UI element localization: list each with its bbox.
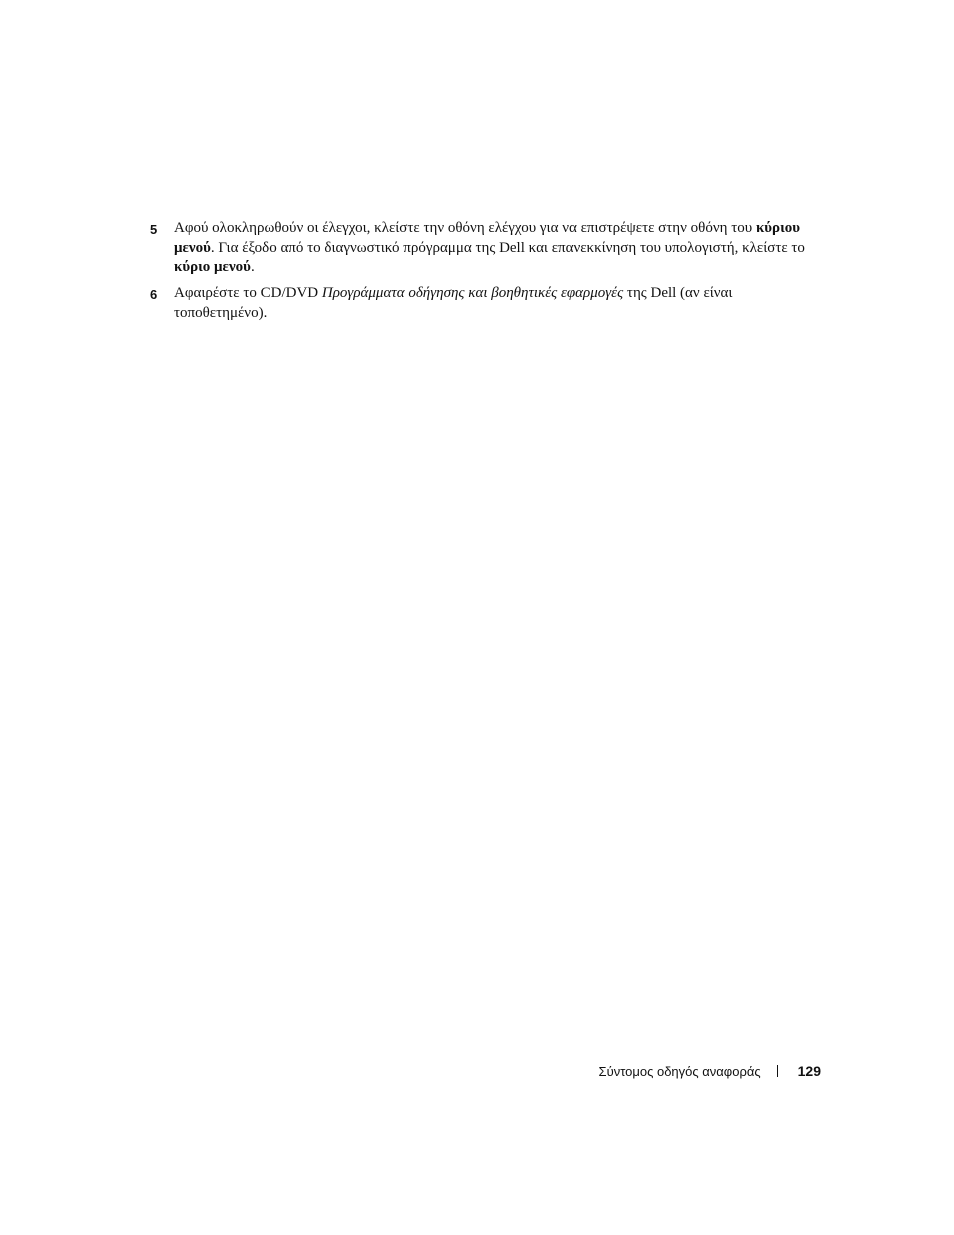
bold-term-main-menu: κύριο μενού <box>174 259 251 275</box>
step-text-part: Αφού ολοκληρωθούν οι έλεγχοι, κλείστε την οθόνη ελέγχου για να επιστρέψετε στην οθόνη του <box>174 220 756 236</box>
step-text-part: της Dell (αν είναι τοποθετημένο). <box>174 285 733 321</box>
footer-separator <box>777 1065 778 1077</box>
italic-media-title: Προγράμματα οδήγησης και βοηθητικές εφαρμογές <box>321 285 624 301</box>
step-text-part: . Για έξοδο από το διαγνωστικό πρόγραμμα της Dell και επανεκκίνηση του υπολογιστή, κλείστε το <box>210 239 805 256</box>
step-text <box>174 219 820 278</box>
step-text-part: . <box>250 259 255 275</box>
footer-title: Σύντομος οδηγός αναφοράς <box>598 1064 761 1079</box>
page-footer <box>599 1062 821 1081</box>
step-number: 6 <box>150 287 158 302</box>
step-number: 5 <box>150 222 158 237</box>
bold-term-main-menu: κύριου μενού <box>174 220 801 256</box>
page-number: 129 <box>797 1063 821 1079</box>
step-text-part: Αφαιρέστε το CD/DVD <box>174 285 322 301</box>
step-text <box>174 284 820 323</box>
